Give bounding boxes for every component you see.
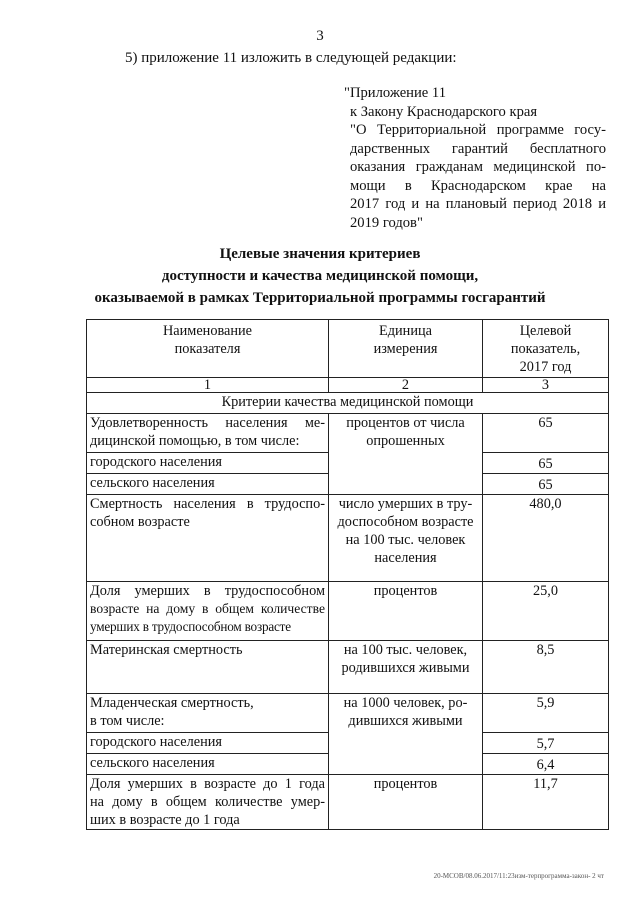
- annex-line: оказания гражданам медицинской по-: [350, 159, 606, 175]
- annex-line: 2017 год и на плановый период 2018 и: [350, 196, 606, 212]
- column-number: 2: [329, 378, 483, 393]
- row-value: 8,5: [483, 641, 609, 694]
- row-name: [87, 414, 329, 453]
- document-title: [0, 243, 640, 309]
- annex-header: [344, 84, 606, 232]
- row-unit: [329, 641, 483, 694]
- row-name-line: ших в возрасте до 1 года: [90, 812, 240, 828]
- column-number-row: [87, 378, 609, 393]
- row-name-line: умерших в трудоспособном возрасте: [90, 619, 291, 634]
- section-title: Критерии качества медицинской помощи: [87, 393, 609, 414]
- table-row: [87, 495, 609, 582]
- row-name: [87, 694, 329, 733]
- footer-code: 20-МСОВ/08.06.2017/11:23изм-терпрограмма-закон- 2 чт: [433, 872, 604, 880]
- row-value: 65: [483, 414, 609, 453]
- row-value: 5,9: [483, 694, 609, 733]
- table-row: [87, 582, 609, 641]
- row-name: Материнская смертность: [87, 641, 329, 694]
- header-unit: [329, 320, 483, 378]
- row-name-line: на дому в общем количестве умер-: [90, 794, 325, 810]
- annex-line: дарственных гарантий бесплатного: [350, 140, 606, 157]
- header-text: Единица: [379, 323, 432, 339]
- row-value: 480,0: [483, 495, 609, 582]
- row-unit: [329, 414, 483, 495]
- row-name-line: Доля умерших в возрасте до 1 года: [90, 776, 325, 792]
- criteria-table: [86, 319, 609, 830]
- table-row: [87, 775, 609, 830]
- column-number: 1: [87, 378, 329, 393]
- row-unit-line: родившихся живыми: [341, 660, 470, 676]
- annex-line: 2019 годов": [350, 214, 423, 231]
- row-unit-line: на 100 тыс. человек: [345, 532, 466, 548]
- row-value: 65: [483, 474, 609, 495]
- table-row: [87, 694, 609, 733]
- annex-line: к Закону Краснодарского края: [350, 103, 538, 120]
- header-text: показателя: [174, 341, 241, 357]
- row-unit: процентов: [329, 775, 483, 830]
- row-value: 5,7: [483, 733, 609, 754]
- row-unit: процентов: [329, 582, 483, 641]
- title-line: оказываемой в рамках Территориальной программы госгарантий: [94, 290, 546, 306]
- row-name: сельского населения: [87, 754, 329, 775]
- row-unit-line: населения: [374, 550, 437, 566]
- title-line: Целевые значения критериев: [219, 246, 421, 262]
- table-row: [87, 641, 609, 694]
- intro-paragraph: 5) приложение 11 изложить в следующей редакции:: [125, 50, 457, 66]
- row-unit-line: процентов от числа: [346, 415, 465, 431]
- row-name: городского населения: [87, 453, 329, 474]
- row-unit-line: доспособном возрасте: [337, 514, 474, 530]
- row-value: 65: [483, 453, 609, 474]
- header-text: 2017 год: [519, 359, 572, 375]
- row-name: городского населения: [87, 733, 329, 754]
- column-number: 3: [483, 378, 609, 393]
- row-name-line: в том числе:: [90, 713, 165, 729]
- header-text: Целевой: [519, 323, 572, 339]
- table-header-row: [87, 320, 609, 378]
- title-line: доступности и качества медицинской помощи,: [161, 268, 479, 284]
- row-unit-line: дившихся живыми: [348, 713, 463, 729]
- row-unit-line: на 1000 человек, ро-: [343, 695, 468, 711]
- header-name: [87, 320, 329, 378]
- row-unit: [329, 495, 483, 582]
- row-name-line: Смертность населения в трудоспо-: [90, 496, 325, 512]
- row-unit-line: число умерших в тру-: [338, 496, 473, 512]
- header-text: показатель,: [510, 341, 581, 357]
- row-name-line: Доля умерших в трудоспособном: [90, 583, 325, 599]
- row-value: 25,0: [483, 582, 609, 641]
- row-name-line: Младенческая смертность,: [90, 695, 254, 711]
- section-row: [87, 393, 609, 414]
- row-name-line: собном возрасте: [90, 514, 190, 530]
- row-name: [87, 495, 329, 582]
- header-text: Наименование: [162, 323, 253, 339]
- row-name-line: дицинской помощью, в том числе:: [90, 433, 300, 449]
- row-name: [87, 582, 329, 641]
- row-value: 11,7: [483, 775, 609, 830]
- annex-line: "О Территориальной программе госу-: [350, 122, 606, 138]
- row-unit-line: на 100 тыс. человек,: [343, 642, 468, 658]
- annex-line: "Приложение 11: [344, 85, 446, 101]
- row-unit: [329, 694, 483, 775]
- table-row: [87, 414, 609, 453]
- row-name: сельского населения: [87, 474, 329, 495]
- row-name: [87, 775, 329, 830]
- row-unit-line: опрошенных: [366, 433, 445, 449]
- row-name-line: Удовлетворенность населения ме-: [90, 415, 325, 431]
- row-value: 6,4: [483, 754, 609, 775]
- annex-line: мощи в Краснодарском крае на: [350, 177, 606, 194]
- page-number: 3: [316, 28, 324, 44]
- header-text: измерения: [373, 341, 438, 357]
- row-name-line: возрасте на дому в общем количестве: [90, 601, 325, 616]
- header-target: [483, 320, 609, 378]
